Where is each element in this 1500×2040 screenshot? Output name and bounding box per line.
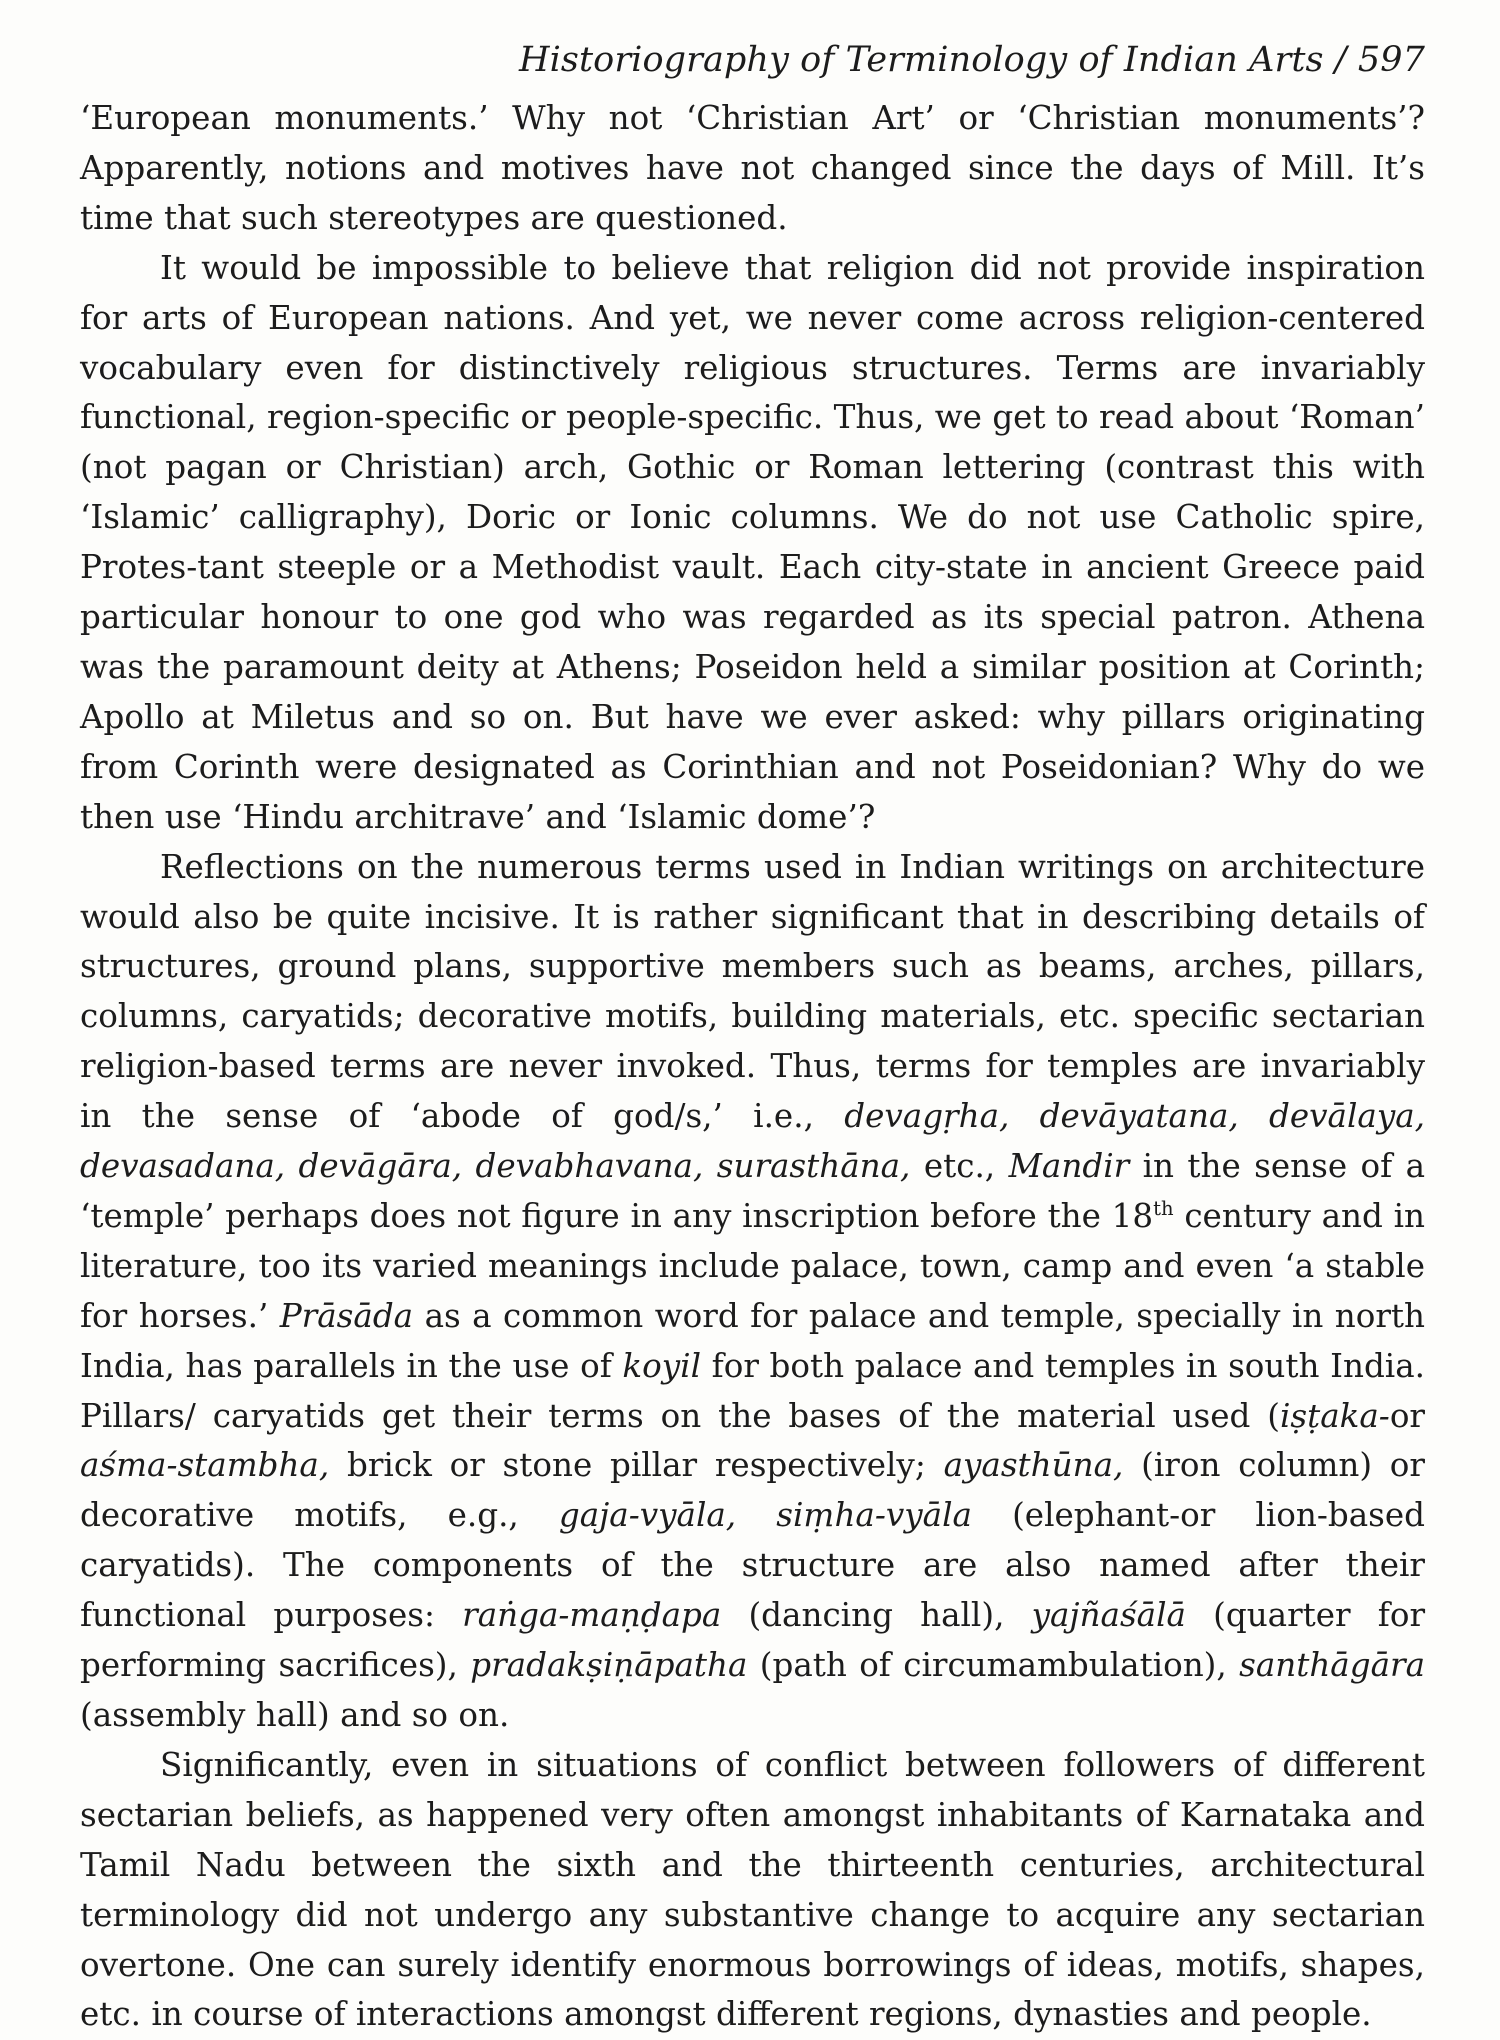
text-run: (path of circumambulation), [759, 1646, 1227, 1685]
text-run: as a common word for palace and temple, specially in north India, has parallels in the use of [80, 1296, 1426, 1385]
italic-term: raṅga-maṇḍapa [462, 1596, 722, 1635]
body-text [80, 94, 1425, 2040]
italic-term: iṣṭaka- [1279, 1396, 1390, 1435]
italic-term: aśma-stambha, [80, 1446, 330, 1485]
running-header: Historiography of Terminology of Indian Arts / 597 [519, 40, 1425, 80]
italic-term: devagṛha, devāyatana, devālaya, devasadana, devāgāra, devabhavana, surasthāna, [80, 1097, 1425, 1186]
italic-term: Prāsāda [279, 1296, 414, 1335]
text-run: for both palace and temples in south India. Pillars/ caryatids get their terms on the bases of the material used ( [80, 1346, 1426, 1435]
text-run: (quarter for performing sacrifices), [80, 1596, 1426, 1685]
italic-term: pradakṣiṇāpatha [470, 1646, 748, 1685]
italic-term: ayasthūna, [943, 1446, 1124, 1485]
italic-term: gaja-vyāla, siṃha-vyāla [558, 1496, 972, 1535]
superscript: th [1153, 1197, 1174, 1221]
text-run: (assembly hall) and so on. [80, 1696, 510, 1734]
text-run: (iron column) or decorative motifs, e.g., [80, 1446, 1425, 1535]
italic-term: santhāgāra [1239, 1646, 1426, 1685]
book-page [80, 36, 1425, 2040]
text-run: in the sense of a ‘temple’ perhaps does not figure in any inscription before the 18 [80, 1147, 1426, 1235]
text-run: century and in literature, too its varied meanings include palace, town, camp and even ‘a stable for horses.’ [80, 1196, 1425, 1335]
paragraph-sectarian-conflict: Significantly, even in situations of conflict between followers of different sectarian beliefs, as happened very often amongst inhabitants of Karnataka and Tamil Nadu between the sixth and the thirteenth centuries, architectural terminology did not undergo any substantive change to acquire any sectarian overtone. One can surely identify enormous borrowings of ideas, motifs, shapes, etc. in course of interactions amongst different regions, dynasties and people. [80, 1745, 1425, 2034]
text-run: or [1389, 1396, 1425, 1435]
text-run: brick or stone pillar respectively; [346, 1446, 926, 1485]
italic-term: yajñaśālā [1031, 1596, 1186, 1635]
text-run: Reflections on the numerous terms used in Indian writings on architecture would also be quite incisive. It is rather significant that in describing details of structures, ground plans, supportive members such as beams, arches, pillars, columns, caryatids; decorative motifs, building materials, etc. specific sectarian religion-based terms are never invoked. Thus, terms for temples are invariably in the sense of ‘abode of god/s,’ i.e., [80, 847, 1425, 1136]
text-run: etc., [923, 1147, 996, 1186]
paragraph-religion-vocabulary: It would be impossible to believe that religion did not provide inspiration for arts of European nations. And yet, we never come across religion-centered vocabulary even for distinctively religious structures. Terms are invariably functional, region-specific or people-specific. Thus, we get to read about ‘Roman’ (not pagan or Christian) arch, Gothic or Roman lettering (contrast this with ‘Islamic’ calligraphy), Doric or Ionic columns. We do not use Catholic spire, Protes-tant steeple or a Methodist vault. Each city-state in ancient Greece paid particular honour to one god who was regarded as its special patron. Athena was the paramount deity at Athens; Poseidon held a similar position at Corinth; Apollo at Miletus and so on. But have we ever asked: why pillars originating from Corinth were designated as Corinthian and not Poseidonian? Why do we then use ‘Hindu architrave’ and ‘Islamic dome’? [80, 248, 1425, 836]
text-run: (elephant-or lion-based caryatids). The components of the structure are also named after their functional purposes: [80, 1496, 1425, 1635]
italic-term: koyil [622, 1346, 702, 1385]
text-run: (dancing hall), [748, 1596, 1005, 1635]
italic-term: Mandir [1008, 1147, 1130, 1186]
paragraph-continuation: ‘European monuments.’ Why not ‘Christian Art’ or ‘Christian monuments’? Apparently, notions and motives have not changed since the days of Mill. It’s time that such stereotypes are questioned. [80, 99, 1425, 237]
paragraph-indian-terms [80, 843, 1425, 1741]
